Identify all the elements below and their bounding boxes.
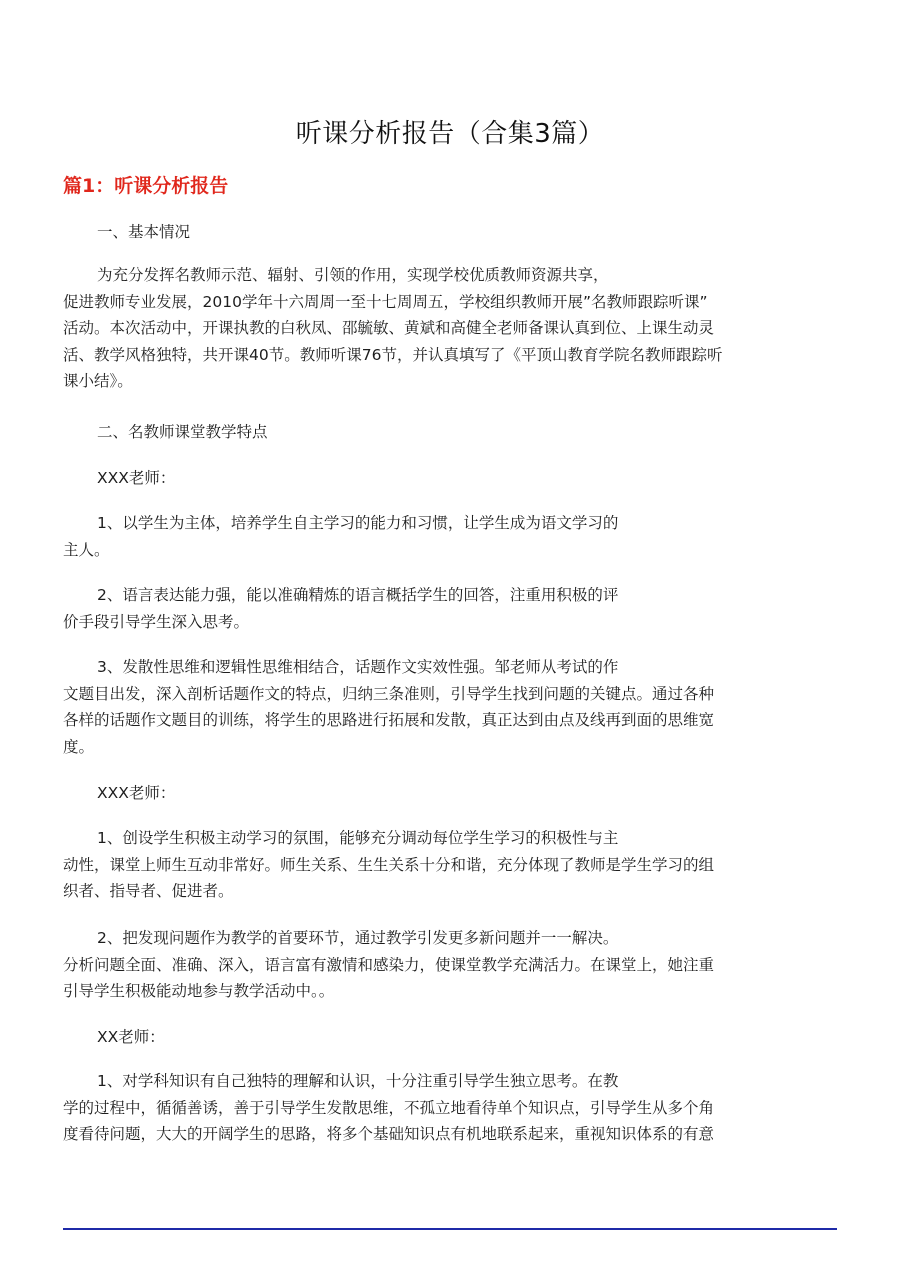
paragraph-line: 2、把发现问题作为教学的首要环节，通过教学引发更多新问题并一一解决。 [97, 929, 619, 947]
teacher-label-3 [63, 1024, 839, 1051]
paragraph-line: XXX老师： [97, 469, 176, 487]
paragraph-line: 引导学生积极能动地参与教学活动中。。 [63, 982, 335, 1000]
paragraph-line: 各样的话题作文题目的训练，将学生的思路进行拓展和发散，真正达到由点及线再到面的思维宽 [63, 711, 715, 729]
paragraph-line: 度。 [63, 737, 95, 756]
paragraph-line: 分析问题全面、准确、深入，语言富有激情和感染力，使课堂教学充满活力。在课堂上，她注重 [63, 955, 715, 974]
paragraph-line: 1、以学生为主体，培养学生自主学习的能力和习惯，让学生成为语文学习的 [97, 514, 619, 532]
footer-divider [63, 1228, 837, 1230]
teacher1-point-2 [63, 582, 839, 635]
teacher-label-1 [63, 465, 839, 492]
paragraph-line: XX老师： [97, 1028, 165, 1046]
paragraph-line: 一、基本情况 [97, 223, 191, 241]
document-title: 听课分析报告（合集3篇） [295, 119, 605, 149]
teacher1-point-1 [63, 510, 839, 563]
heading-teaching-features [63, 419, 839, 446]
paragraph-line: 1、创设学生积极主动学习的氛围，能够充分调动每位学生学习的积极性与主 [97, 829, 619, 847]
teacher2-point-1 [63, 825, 839, 905]
teacher-label-2 [63, 780, 839, 807]
paragraph-line: 动性，课堂上师生互动非常好。师生关系、生生关系十分和谐，充分体现了教师是学生学习的组 [63, 855, 715, 874]
section-heading: 篇1：听课分析报告 [63, 175, 229, 197]
teacher3-point-1 [63, 1068, 839, 1148]
paragraph-line: 学的过程中，循循善诱，善于引导学生发散思维，不孤立地看待单个知识点，引导学生从多个角 [63, 1098, 715, 1117]
teacher2-point-2 [63, 925, 839, 1005]
paragraph-line: 3、发散性思维和逻辑性思维相结合，话题作文实效性强。邹老师从考试的作 [97, 658, 619, 676]
paragraph-line: 文题目出发，深入剖析话题作文的特点，归纳三条准则，引导学生找到问题的关键点。通过各种 [63, 684, 715, 703]
paragraph-line: 度看待问题，大大的开阔学生的思路，将多个基础知识点有机地联系起来，重视知识体系的有意 [63, 1125, 715, 1143]
paragraph-line: 促进教师专业发展，2010学年十六周周一至十七周周五，学校组织教师开展”名教师跟踪听课” [63, 292, 708, 311]
paragraph-line: 活、教学风格独特，共开课40节。教师听课76节，并认真填写了《平顶山教育学院名教师跟踪听 [63, 345, 723, 364]
heading-basic-info [63, 219, 839, 246]
paragraph-line: 价手段引导学生深入思考。 [63, 612, 250, 631]
paragraph-intro [63, 262, 839, 395]
paragraph-line: 二、名教师课堂教学特点 [97, 423, 268, 441]
paragraph-line: 活动。本次活动中，开课执教的白秋凤、邵毓敏、黄斌和高健全老师备课认真到位、上课生动灵 [63, 319, 715, 337]
paragraph-line: 课小结》。 [63, 372, 133, 390]
paragraph-line: XXX老师： [97, 784, 176, 802]
paragraph-line: 织者、指导者、促进者。 [63, 882, 234, 900]
teacher1-point-3 [63, 654, 839, 760]
paragraph-line: 为充分发挥名教师示范、辐射、引领的作用，实现学校优质教师资源共享， [97, 266, 609, 284]
paragraph-line: 2、语言表达能力强，能以准确精炼的语言概括学生的回答，注重用积极的评 [97, 586, 619, 604]
paragraph-line: 主人。 [63, 540, 110, 559]
paragraph-line: 1、对学科知识有自己独特的理解和认识，十分注重引导学生独立思考。在教 [97, 1072, 619, 1090]
